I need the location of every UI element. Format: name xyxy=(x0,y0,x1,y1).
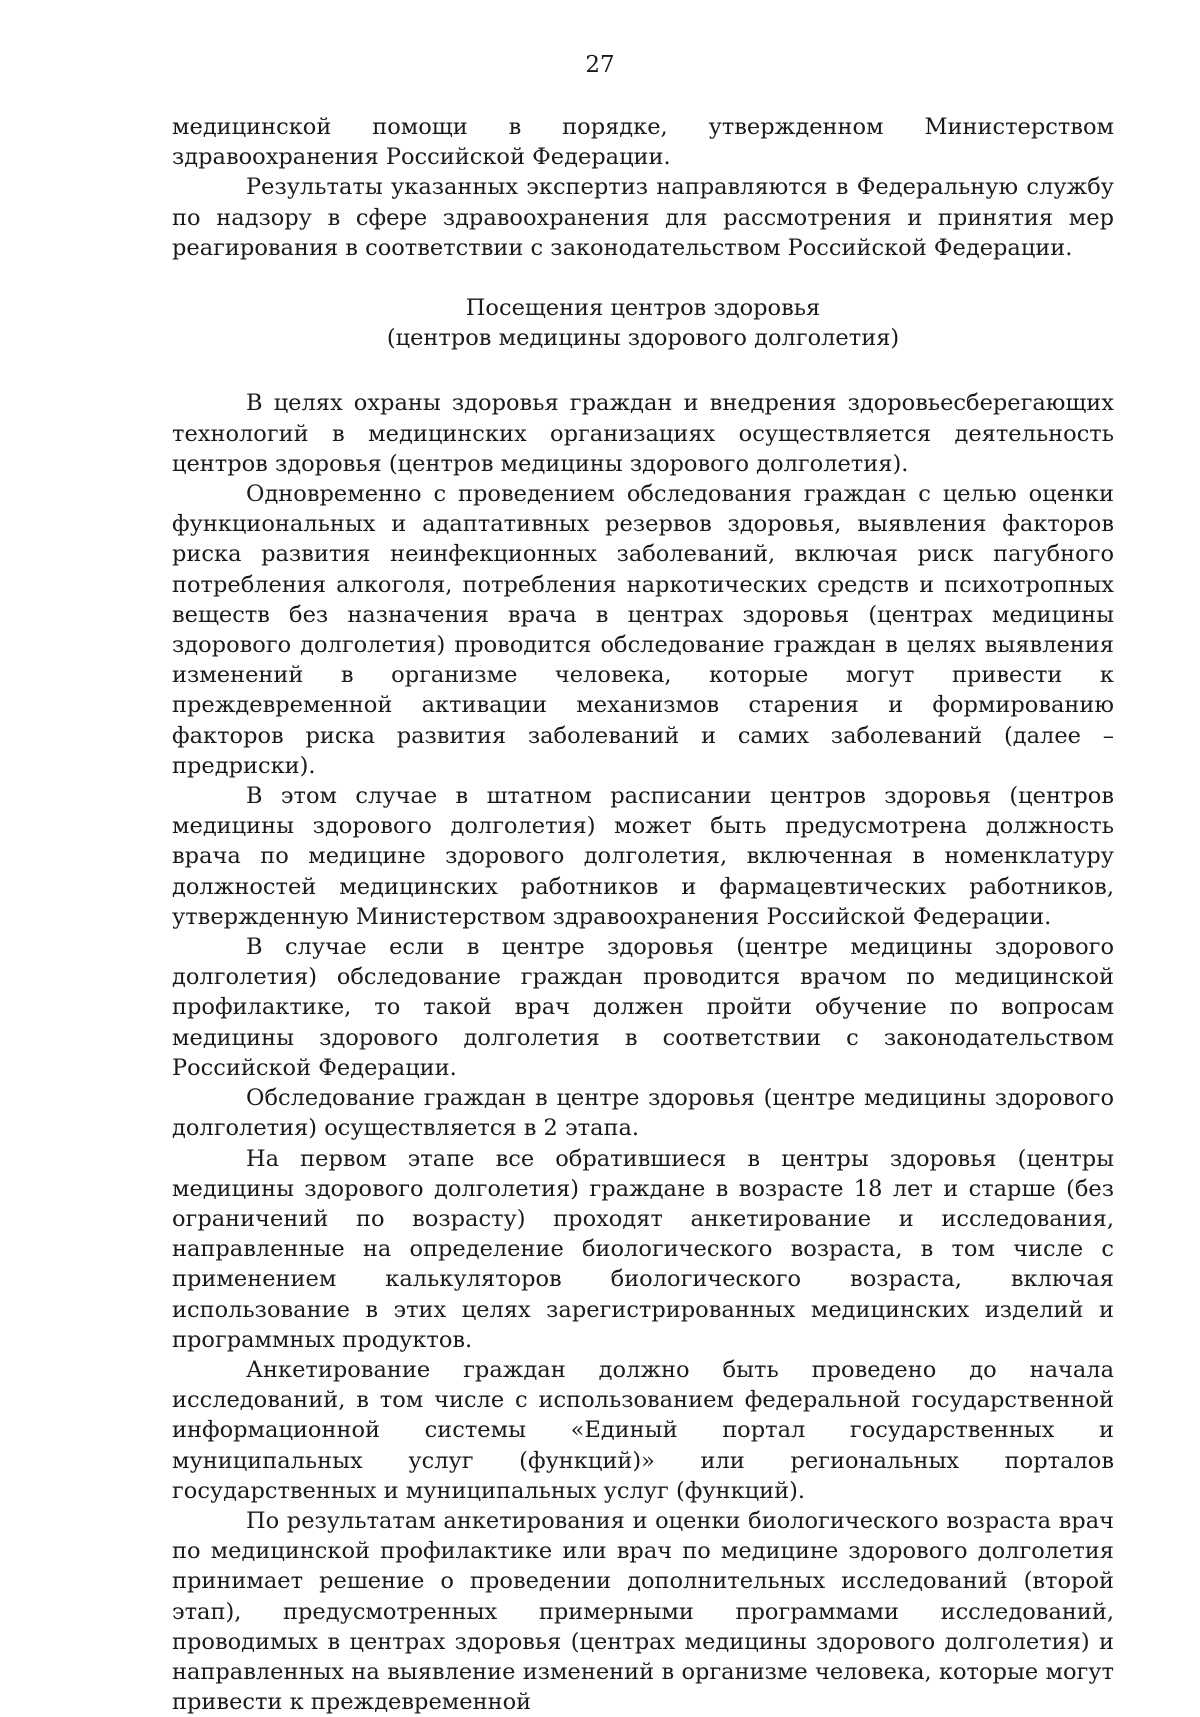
paragraph-examination-scope: Одновременно с проведением обследования граждан с целью оценки функциональных и адаптативных резервов здоровья, выявления факторов риска развития неинфекционных заболеваний, включая риск пагубного потребления алкоголя, потребления наркотических средств и психотропных веществ без назначения врача в центрах здоровья (центрах медицины здорового долголетия) проводится обследование граждан в целях выявления изменений в организме человека, которые могут привести к преждевременной активации механизмов старения и формированию факторов риска развития заболеваний и самих заболеваний (далее – предриски). xyxy=(172,481,1114,779)
paragraph-continuation: медицинской помощи в порядке, утвержденном Министерством здравоохранения Российской Федерации. xyxy=(172,114,1114,171)
paragraph-questionnaire: Анкетирование граждан должно быть проведено до начала исследований, в том числе с использованием федеральной государственной информационной системы «Единый портал государственных и муниципальных услуг (функций)» или региональных порталов государственных и муниципальных услуг (функций). xyxy=(172,1356,1114,1504)
paragraph-expertise-results: Результаты указанных экспертиз направляются в Федеральную службу по надзору в сфере здравоохранения для рассмотрения и принятия мер реагирования в соответствии с законодательством Российской Федерации. xyxy=(172,174,1114,261)
section-heading-line1: Посещения центров здоровья xyxy=(465,295,821,322)
paragraph-doctor-training: В случае если в центре здоровья (центре медицины здорового долголетия) обследование граждан проводится врачом по медицинской профилактике, то такой врач должен пройти обучение по вопросам медицины здорового долголетия в соответствии с законодательством Российской Федерации. xyxy=(172,934,1114,1081)
section-heading-line2: (центров медицины здорового долголетия) xyxy=(386,325,900,352)
paragraph-first-stage: На первом этапе все обратившиеся в центры здоровья (центры медицины здорового долголетия) граждане в возрасте 18 лет и старше (без ограничений по возрасту) проходят анкетирование и исследования, направленные на определение биологического возраста, в том числе с применением калькуляторов биологического возраста, включая использование в этих целях зарегистрированных медицинских изделий и программных продуктов. xyxy=(172,1145,1114,1353)
page-number: 27 xyxy=(585,52,615,78)
document-body xyxy=(172,112,1114,1717)
paragraph-second-stage-decision: По результатам анкетирования и оценки биологического возраста врач по медицинской профилактике или врач по медицине здорового долголетия принимает решение о проведении дополнительных исследований (второй этап), предусмотренных примерными программами исследований, проводимых в центрах здоровья (центрах медицины здорового долголетия) и направленных на выявление изменений в организме человека, которые могут привести к преждевременной xyxy=(172,1507,1114,1716)
section-heading xyxy=(172,293,1114,353)
paragraph-health-centers-purpose: В целях охраны здоровья граждан и внедрения здоровьесберегающих технологий в медицинских организациях осуществляется деятельность центров здоровья (центров медицины здорового долголетия). xyxy=(172,390,1114,477)
paragraph-staffing: В этом случае в штатном расписании центров здоровья (центров медицины здорового долголетия) может быть предусмотрена должность врача по медицине здорового долголетия, включенная в номенклатуру должностей медицинских работников и фармацевтических работников, утвержденную Министерством здравоохранения Российской Федерации. xyxy=(172,783,1114,930)
paragraph-two-stages: Обследование граждан в центре здоровья (центре медицины здорового долголетия) осуществляется в 2 этапа. xyxy=(172,1085,1114,1142)
